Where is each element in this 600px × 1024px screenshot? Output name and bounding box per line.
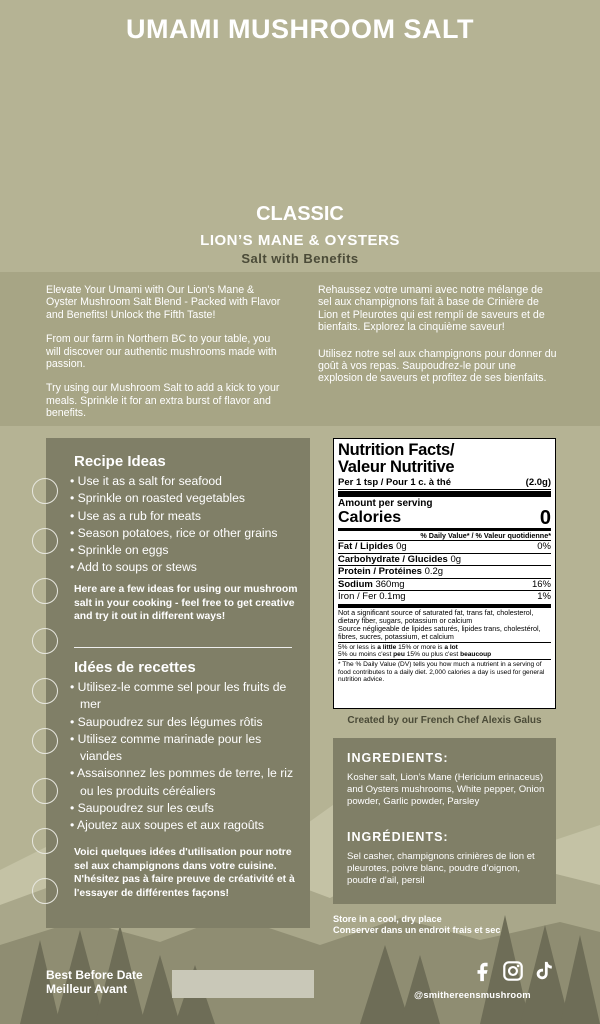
serving-size: (2.0g): [525, 477, 551, 488]
storage-en: Store in a cool, dry place: [333, 914, 442, 924]
recipe-note-en: Here are a few ideas for using our mushroom salt in your cooking - feel free to get creative and try it out in different ways!: [74, 584, 298, 623]
recipe-title-en: Recipe Ideas: [74, 453, 166, 470]
best-before-en: Best Before Date: [46, 968, 143, 982]
nutrition-note-en: Not a significant source of saturated fat, trans fat, cholesterol, dietary fiber, sugars, potassium or calcium: [338, 607, 534, 625]
nutrient-row: Carbohydrate / Glucides 0g: [338, 553, 462, 565]
ingredients-text-en: Kosher salt, Lion’s Mane (Hericium erinaceus) and Oysters mushrooms, White pepper, Onion powder, Garlic powder, Parsley: [347, 772, 545, 808]
intro-fr-paragraph: Rehaussez votre umami avec notre mélange de sel aux champignons fait à base de Crinière de Lion et Pleurotes qui est rempli de saveurs et de bienfaits. Explorez la cinquième saveur!: [318, 284, 545, 334]
ingredients-title-en: INGREDIENTS:: [347, 751, 449, 765]
list-item: • Use as a rub for meats: [70, 508, 201, 523]
recipe-note-fr: Voici quelques idées d'utilisation pour notre sel aux champignons dans votre cuisine. N'hésitez pas à faire preuve de créativité et à l'essayer de différentes façons!: [74, 847, 295, 899]
binder-ring-icon: [32, 678, 58, 704]
facebook-icon[interactable]: [472, 960, 494, 982]
best-before-date-box: [172, 970, 314, 998]
serving-row: [338, 477, 551, 490]
binder-ring-icon: [32, 778, 58, 804]
list-item: • Utilisez-le comme sel pour les fruits de mer: [70, 680, 287, 712]
list-item: • Season potatoes, rice or other grains: [70, 525, 278, 540]
chef-credit: Created by our French Chef Alexis Galus: [347, 715, 542, 726]
nutrient-row: Sodium 360mg 16%: [338, 578, 551, 590]
binder-ring-icon: [32, 578, 58, 604]
amount-label: Amount per serving: [338, 497, 433, 509]
recipe-list-fr: [70, 679, 306, 835]
nutrition-facts-table: [333, 438, 556, 709]
binder-ring-icon: [32, 728, 58, 754]
tiktok-icon[interactable]: [533, 960, 555, 982]
nutrient-row: Fat / Lipides 0g 0%: [338, 541, 551, 552]
binder-ring-icon: [32, 828, 58, 854]
recipe-list-en: [70, 473, 306, 577]
binder-ring-icon: [32, 528, 58, 554]
product-title: UMAMI MUSHROOM SALT: [126, 14, 474, 44]
intro-en-paragraph: From our farm in Northern BC to your table, you will discover our authentic mushrooms made with passion.: [46, 333, 277, 371]
list-item: • Use it as a salt for seafood: [70, 474, 222, 488]
storage-instructions: [333, 914, 563, 936]
intro-en-paragraph: Try using our Mushroom Salt to add a kick to your meals. Sprinkle it for an extra burst of flavor and benefits.: [46, 382, 280, 420]
nutrient-row: Protein / Protéines 0.2g: [338, 566, 444, 577]
list-item: • Add to soups or stews: [70, 560, 197, 575]
binder-ring-icon: [32, 628, 58, 654]
intro-english: [46, 284, 284, 432]
tagline: Salt with Benefits: [241, 251, 359, 266]
intro-fr-paragraph: Utilisez notre sel aux champignons pour donner du goût à vos repas. Saupoudrez-le pour une explosion de saveurs et profitez de ses bienfaits.: [318, 347, 557, 385]
recipe-panel: [46, 438, 310, 928]
list-item: • Utilisez comme marinade pour les viandes: [70, 731, 262, 764]
list-item: • Sprinkle on eggs: [70, 543, 169, 558]
dv-header: % Daily Value* / % Valeur quotidienne*: [420, 531, 551, 540]
intro-en-paragraph: Elevate Your Umami with Our Lion's Mane & Oyster Mushroom Salt Blend - Packed with Flavor and Benefits! Unlock the Fifth Taste!: [46, 284, 281, 321]
calories-value: 0: [539, 507, 551, 529]
dv-scale-fr: 5% ou moins c'est peu 15% ou plus c'est beaucoup: [338, 650, 492, 658]
serving-label: Per 1 tsp / Pour 1 c. à thé: [338, 477, 451, 488]
nutrition-title-fr: Valeur Nutritive: [338, 457, 455, 476]
binder-ring-icon: [32, 878, 58, 904]
nutrition-title: Nutrition Facts/: [338, 441, 455, 459]
variant-label: CLASSIC: [256, 203, 344, 225]
intro-band: [0, 272, 600, 426]
variety-label: LION’S MANE & OYSTERS: [200, 232, 400, 249]
social-handle[interactable]: @smithereensmushroom: [414, 989, 531, 1000]
list-item: • Ajoutez aux soupes et aux ragoûts: [70, 818, 264, 833]
list-item: • Saupoudrez sur des légumes rôtis: [70, 714, 263, 729]
storage-fr: Conserver dans un endroit frais et sec: [333, 925, 501, 935]
recipe-title-fr: Idées de recettes: [74, 659, 196, 676]
nutrient-row: Iron / Fer 0.1mg 1%: [338, 591, 551, 602]
best-before-fr: Meilleur Avant: [46, 982, 128, 996]
instagram-icon[interactable]: [502, 960, 524, 982]
list-item: • Sprinkle on roasted vegetables: [70, 491, 245, 506]
nutrition-note-fr: Source négligeable de lipides saturés, lipides trans, cholestérol, fibres, sucres, potassium, et calcium: [338, 623, 541, 641]
list-item: • Assaisonnez les pommes de terre, le riz ou les produits céréaliers: [70, 766, 294, 798]
calories-row: [338, 509, 551, 527]
calories-label: Calories: [338, 509, 402, 526]
dv-scale-en: 5% or less is a little 15% or more is a lot: [338, 643, 458, 651]
recipe-divider: [74, 647, 292, 648]
binder-ring-icon: [32, 478, 58, 504]
dv-footnote: * The % Daily Value (DV) tells you how much a nutrient in a serving of food contributes to a daily diet. 2,000 calories a day is used for general nutrition advice.: [338, 661, 545, 684]
social-icons: [472, 960, 559, 982]
intro-french: [318, 284, 558, 397]
ingredients-title-fr: INGRÉDIENTS:: [347, 830, 449, 844]
ingredients-text-fr: Sel casher, champignons crinières de lion et pleurotes, poivre blanc, poudre d'oignon, poudre d'ail, persil: [347, 851, 535, 887]
list-item: • Saupoudrez sur les œufs: [70, 801, 214, 816]
ingredients-panel: [333, 738, 556, 904]
best-before-label: [46, 968, 143, 996]
